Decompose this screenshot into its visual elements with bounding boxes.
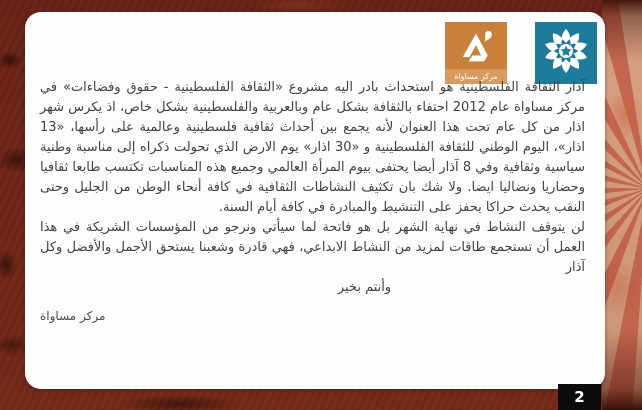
paragraph-2: لن يتوقف النشاط في نهاية الشهر بل هو فاتحة لما سيأتي ونرجو من المؤسسات الشريكة في هذا العمل أن تستجمع طاقات لمزيد من النشاط الابداعي، فهي قادرة وشعبنا يستحق الأجمل والأفضل وكل آذار	[40, 220, 585, 275]
closing-line: وأنتم بخير	[337, 280, 392, 295]
musawa-center-logo	[445, 22, 507, 84]
musawa-logo-mark-icon	[445, 22, 507, 69]
rosette-logo	[535, 22, 597, 84]
signature: مركز مساواة	[40, 309, 106, 323]
musawa-logo-label: مركز مساواة	[445, 69, 507, 84]
page-number: 2	[574, 388, 585, 406]
content-card	[25, 12, 605, 389]
arabesque-pattern-strip	[602, 0, 642, 410]
body-text	[40, 78, 585, 326]
page-number-badge	[558, 384, 601, 410]
islamic-rosette-icon	[541, 26, 591, 80]
paragraph-1: آذار الثقافة الفلسطينية هو استحداث بادر اليه مشروع «الثقافة الفلسطينية - حقوق وفضاءات» في مركز مساواة عام 2012 احتفاء بالثقافة بشكل عام وبالعربية والفلسطينية بشكل خاص، اذ يكرس شهر اذار من كل عام تحت هذا العنوان لأنه يجمع بين أحداث ثقافية فلسطينية وعالمية على رأسها، «13 اذار»، اليوم الوطني للثقافة الفلسطينية و «30 اذار» يوم الارض الذي تحولت ذكراه إلى مناسبة وطنية سياسية وثقافية وفي 8 آذار أيضا يحتفى بيوم المرأة العالمي وجميع هذه المناسبات تكتسب طابعا ثقافيا وحضاريا ونضاليا ايضا. ولا شك بان تكثيف النشاطات الثقافية في كافة أنحاء الوطن من الجليل وحتى النقب يحدث حراكا يحفز على التنشيط والمبادرة في كافة أيام السنة.	[40, 80, 586, 215]
